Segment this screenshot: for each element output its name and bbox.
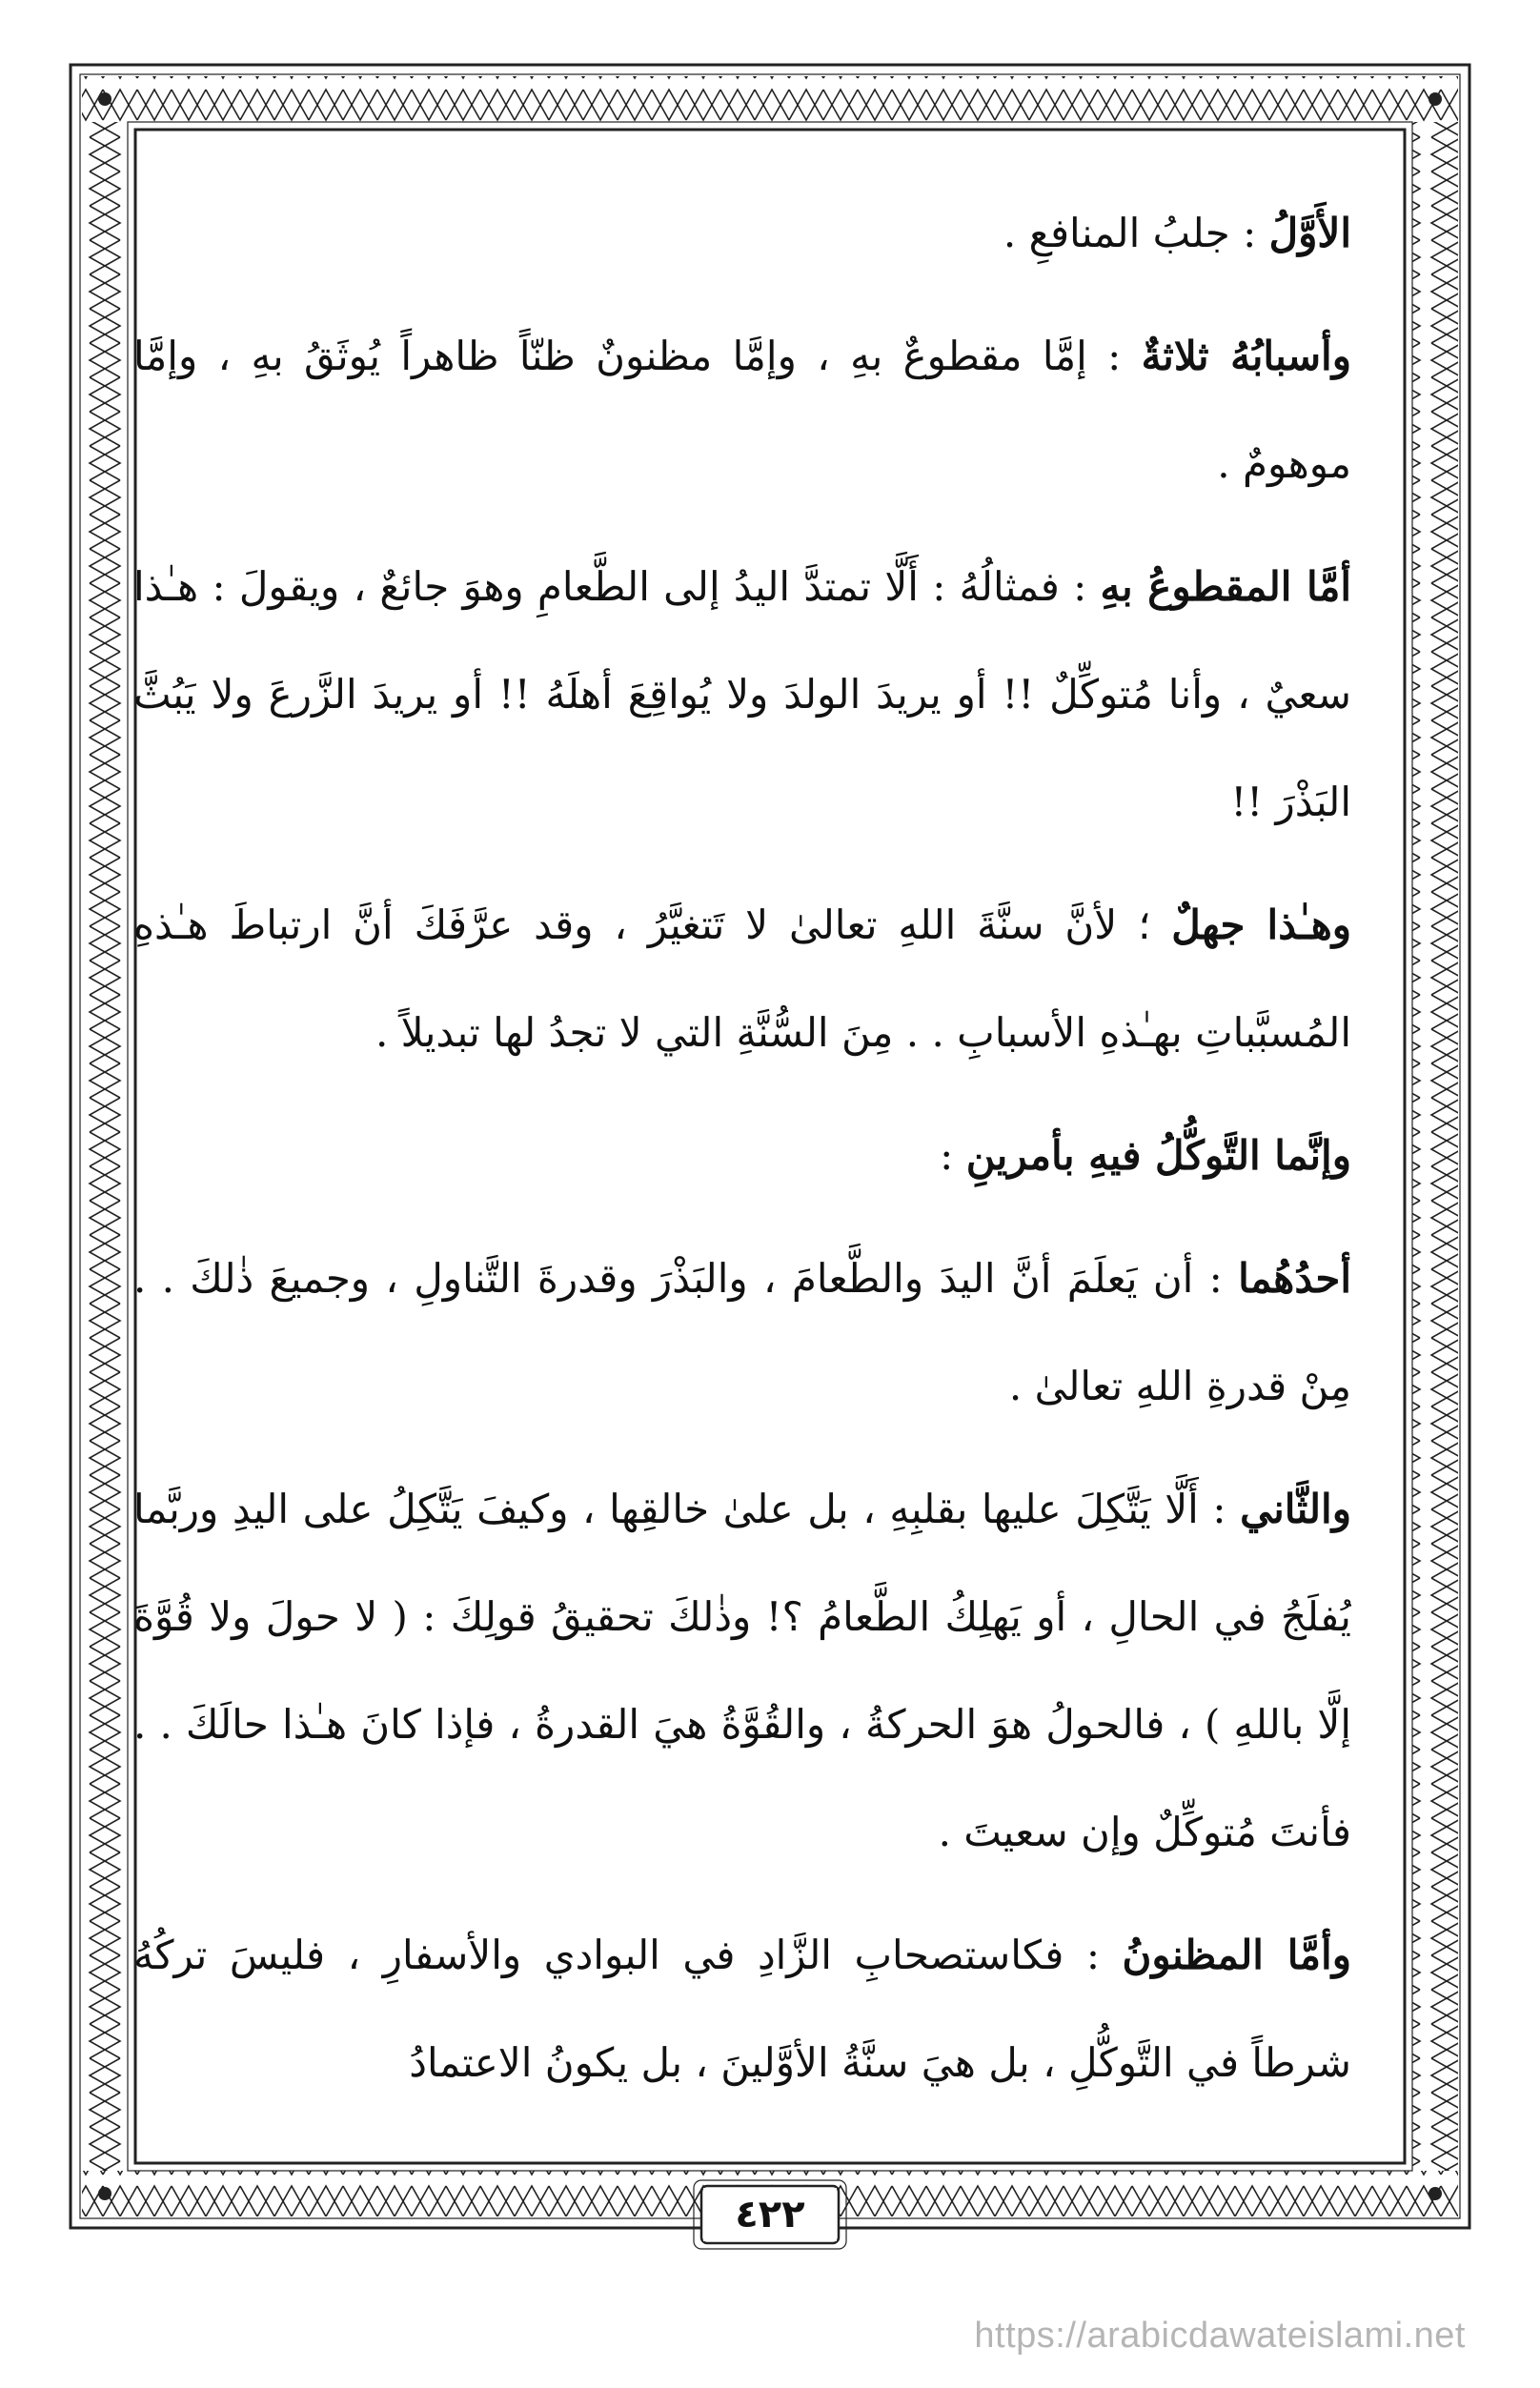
paragraph-text: ؛ لأنَّ سنَّةَ اللهِ تعالىٰ لا تَتغيَّرُ ، وقد عرَّفَكَ أنَّ ارتباطَ هـٰذهِ المُسبَّباتِ بهـٰذهِ الأسبابِ . . مِنَ السُّنَّةِ التي لا تجدُ لها تبديلاً . [133, 901, 1351, 1056]
paragraph-second-matter [133, 1455, 1351, 1886]
paragraph-presumed-cause [133, 1901, 1351, 2116]
paragraph-lead: وإنَّما التَّوكُّلُ فيهِ بأمرينِ [965, 1132, 1351, 1179]
watermark-url: https://arabicdawateislami.net [974, 2316, 1466, 2356]
page-number: ٤٢٢ [703, 2188, 837, 2241]
paragraph-lead: وهـٰذا جهلٌ [1171, 901, 1351, 948]
paragraph-text: : إمَّا مقطوعٌ بهِ ، وإمَّا مظنونٌ ظنّاً ظاهراً يُوثَقُ بهِ ، وإمَّا موهومٌ . [133, 333, 1351, 487]
paragraph-first-benefit [133, 179, 1351, 287]
paragraph-three-causes [133, 302, 1351, 517]
paragraph-text: : جلبُ المنافعِ . [1003, 210, 1269, 256]
paragraph-lead: أحدُهُما [1238, 1255, 1351, 1302]
body-text [133, 179, 1351, 2180]
paragraph-text: : [940, 1132, 966, 1179]
paragraph-text: : فمثالُهُ : أَلَّا تمتدَّ اليدُ إلى الطَّعامِ وهوَ جائعٌ ، ويقولَ : هـٰذا سعيٌ ، وأنا مُتوكِّلٌ !! أو يريدَ الولدَ ولا يُواقِعَ أهلَهُ !! أو يريدَ الزَّرعَ ولا يَبُثَّ البَذْرَ !! [133, 563, 1351, 825]
paragraph-lead: وأسبابُهُ ثلاثةٌ [1141, 333, 1351, 379]
paragraph-two-matters [133, 1102, 1351, 1209]
paragraph-first-matter [133, 1224, 1351, 1440]
paragraph-ignorance [133, 871, 1351, 1086]
paragraph-text: : أن يَعلَمَ أنَّ اليدَ والطَّعامَ ، والبَذْرَ وقدرةَ التَّناولِ ، وجميعَ ذٰلكَ . . مِنْ قدرةِ اللهِ تعالىٰ . [133, 1255, 1351, 1409]
paragraph-certain-cause [133, 533, 1351, 856]
paragraph-text: : أَلَّا يَتَّكِلَ عليها بقلبِهِ ، بل علىٰ خالقِها ، وكيفَ يَتَّكِلُ على اليدِ وربَّما يُفلَجُ في الحالِ ، أو يَهلِكُ الطَّعامُ ؟! وذٰلكَ تحقيقُ قولِكَ : ( لا حولَ ولا قُوَّةَ إلَّا باللهِ ) ، فالحولُ هوَ الحركةُ ، والقُوَّةُ هيَ القدرةُ ، فإذا كانَ هـٰذا حالَكَ . . فأنتَ مُتوكِّلٌ وإن سعيتَ . [133, 1486, 1351, 1855]
paragraph-lead: أمَّا المقطوعُ بهِ [1100, 563, 1351, 610]
paragraph-lead: الأَوَّلُ [1268, 210, 1351, 256]
paragraph-text: : فكاستصحابِ الزَّادِ في البوادي والأسفارِ ، فليسَ تركُهُ شرطاً في التَّوكُّلِ ، بل هيَ سنَّةُ الأوَّلينَ ، بل يكونُ الاعتمادُ [133, 1932, 1351, 2086]
paragraph-lead: وأمَّا المظنونُ [1122, 1932, 1351, 1978]
paragraph-lead: والثَّاني [1240, 1486, 1351, 1532]
